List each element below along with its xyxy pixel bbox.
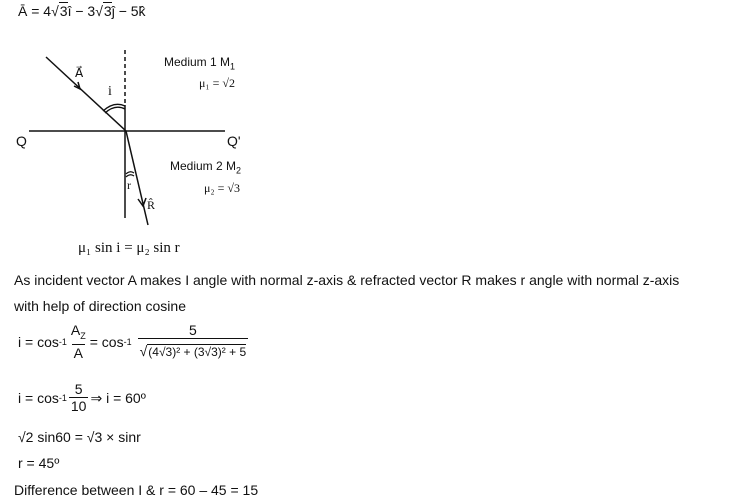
angle-r-arc [126,175,134,177]
text: ⇒ i = 60º [90,389,146,406]
den: 10 [70,398,87,414]
den: A [73,344,83,361]
label-angle-r: r [127,178,131,192]
eq-part: = 4√ [27,3,59,19]
radicand: (4√3)² + (3√3)² + 5 [148,345,247,360]
eq-part: î − 3√ [67,3,103,19]
radicand: 3 [103,3,112,19]
label-angle-i: i [108,84,112,99]
medium2-label [170,159,241,175]
medium2-text: Medium 2 M [170,159,237,173]
step-2 [18,382,146,414]
angle-i-arc [105,107,125,113]
step-4: r = 45º [18,455,60,471]
den: √(4√3)² + (3√3)² + 5 [138,338,249,360]
step-5: Difference between I & r = 60 – 45 = 15 [14,482,259,498]
medium1-sub: 1 [230,61,236,72]
text: i = cos [18,390,59,406]
text: = cos [89,333,124,350]
label-vector-r: R̂ [147,198,156,212]
explanation-line-2: with help of direction cosine [14,298,186,314]
sub: Z [80,330,86,341]
step-3: √2 sin60 = √3 × sinr [18,429,141,445]
num: 5 [74,381,83,397]
num: A [70,322,81,338]
mu2-label: μ₂ = √3 [204,181,240,195]
num: 5 [188,322,197,339]
medium1-text: Medium 1 M [164,55,231,69]
vector-a: Ā [18,3,28,19]
mu1-label: μ₁ = √2 [199,76,235,90]
medium1-label [164,55,235,71]
snell-law: μ₁ sin i = μ₂ sin r [78,240,180,256]
sup: -1 [58,393,67,403]
text: i = cos [18,333,59,350]
eq-part: ĵ − 5k̂ [111,3,146,19]
incident-ray [46,57,126,131]
radicand: 3 [59,3,68,19]
medium2-sub: 2 [236,165,242,176]
sup: -1 [123,336,132,347]
sup: -1 [58,336,67,347]
fraction [69,382,89,414]
angle-r-arc [126,172,134,174]
step-1 [18,323,250,361]
label-q: Q [16,133,27,149]
label-vector-a: A⃗ [75,66,84,80]
fraction [69,323,88,361]
explanation-line-1: As incident vector A makes I angle with normal z-axis & refracted vector R makes r angle with normal z-axis [14,272,680,288]
fraction [138,323,249,360]
label-q-prime: Q' [227,133,241,149]
